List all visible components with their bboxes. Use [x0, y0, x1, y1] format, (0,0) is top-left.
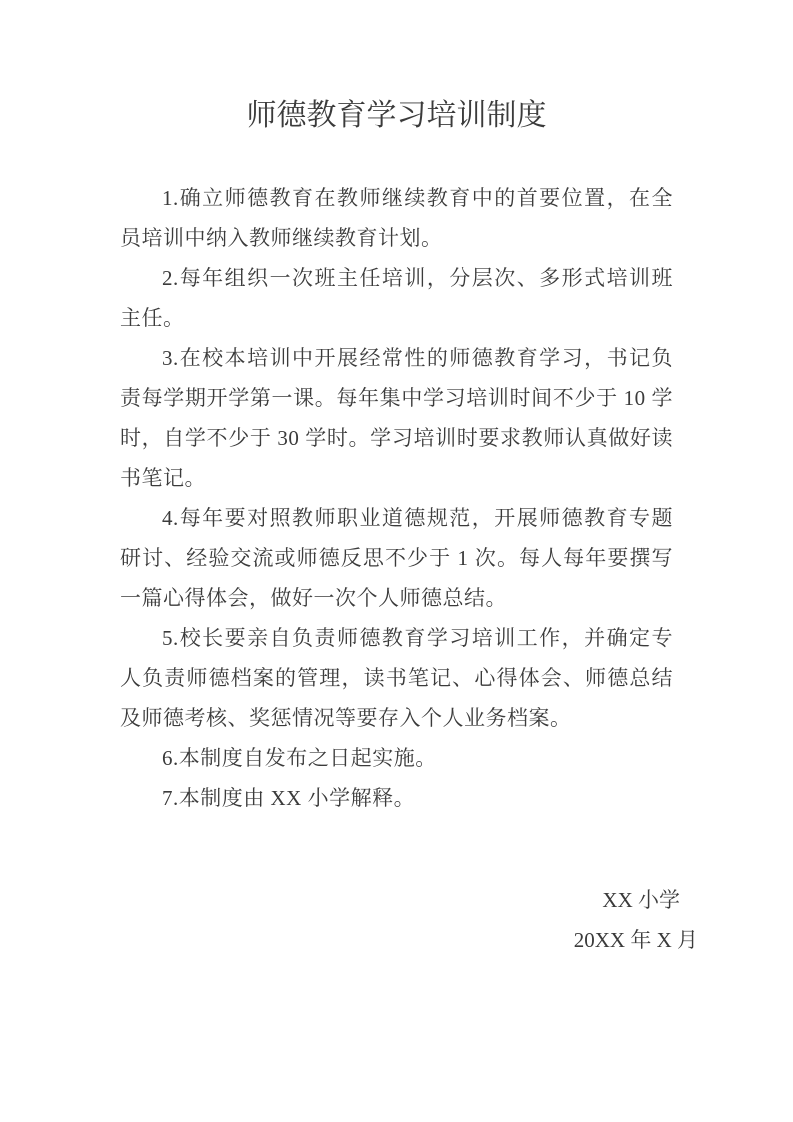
signature-block: [120, 880, 698, 960]
signature-organization: XX 小学: [602, 888, 680, 912]
paragraph-3: 3.在校本培训中开展经常性的师德教育学习，书记负责每学期开学第一课。每年集中学习培训时间不少于 10 学时，自学不少于 30 学时。学习培训时要求教师认真做好读书笔记。: [120, 346, 673, 490]
document-body: [120, 178, 673, 818]
signature-date: 20XX 年 X 月: [573, 928, 698, 952]
paragraph-2: 2.每年组织一次班主任培训，分层次、多形式培训班主任。: [120, 266, 673, 330]
paragraph-1: 1.确立师德教育在教师继续教育中的首要位置，在全员培训中纳入教师继续教育计划。: [120, 186, 673, 250]
paragraph-5: 5.校长要亲自负责师德教育学习培训工作，并确定专人负责师德档案的管理，读书笔记、心得体会、师德总结及师德考核、奖惩情况等要存入个人业务档案。: [120, 626, 673, 730]
paragraph-7: 7.本制度由 XX 小学解释。: [162, 786, 416, 810]
paragraph-4: 4.每年要对照教师职业道德规范，开展师德教育专题研讨、经验交流或师德反思不少于 1 次。每人每年要撰写一篇心得体会，做好一次个人师德总结。: [120, 506, 673, 610]
paragraph-6: 6.本制度自发布之日起实施。: [162, 746, 437, 770]
document-title: 师德教育学习培训制度: [246, 99, 547, 132]
